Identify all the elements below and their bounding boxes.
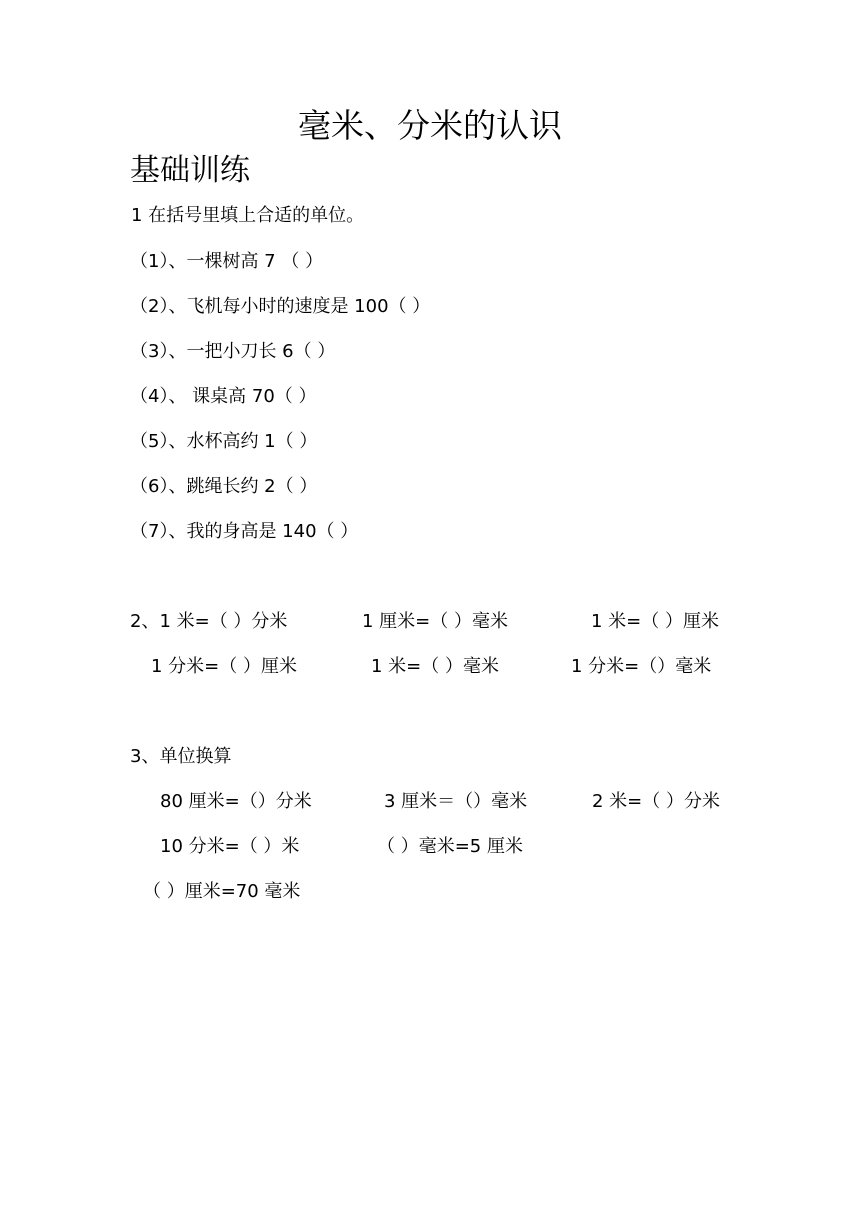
question-2-item-1: 2、1 米=（ ）分米 xyxy=(130,611,288,632)
question-3-item-4: 10 分米=（ ）米 xyxy=(160,836,300,857)
question-1-item-7: （7）、我的身高是 140（ ） xyxy=(130,521,359,542)
question-3-item-6: （ ）厘米=70 毫米 xyxy=(143,881,301,902)
question-3-item-2: 3 厘米＝（）毫米 xyxy=(384,791,528,812)
question-1-item-5: （5）、水杯高约 1（ ） xyxy=(130,431,318,452)
question-2-item-4: 1 分米=（ ）厘米 xyxy=(151,656,297,677)
question-2-item-3: 1 米=（ ）厘米 xyxy=(591,611,719,632)
question-3-item-3: 2 米=（ ）分米 xyxy=(592,791,720,812)
question-1-item-3: （3）、一把小刀长 6（ ） xyxy=(130,341,336,362)
question-1-item-2: （2）、飞机每小时的速度是 100（ ） xyxy=(130,296,431,317)
question-1-heading: 1 在括号里填上合适的单位。 xyxy=(131,205,365,226)
question-2-item-6: 1 分米=（）毫米 xyxy=(571,656,712,677)
question-1-item-6: （6）、跳绳长约 2（ ） xyxy=(130,476,318,497)
question-1-item-1: （1）、一棵树高 7 （ ） xyxy=(130,251,324,272)
question-2-item-2: 1 厘米=（ ）毫米 xyxy=(362,611,508,632)
section-subtitle: 基础训练 xyxy=(130,153,250,188)
question-3-heading: 3、单位换算 xyxy=(130,746,232,767)
question-3-item-1: 80 厘米=（）分米 xyxy=(160,791,312,812)
question-2-item-5: 1 米=（ ）毫米 xyxy=(371,656,499,677)
question-3-item-5: （ ）毫米=5 厘米 xyxy=(377,836,523,857)
question-1-item-4: （4）、 课桌高 70（ ） xyxy=(130,386,317,407)
page-title: 毫米、分米的认识 xyxy=(298,106,562,145)
